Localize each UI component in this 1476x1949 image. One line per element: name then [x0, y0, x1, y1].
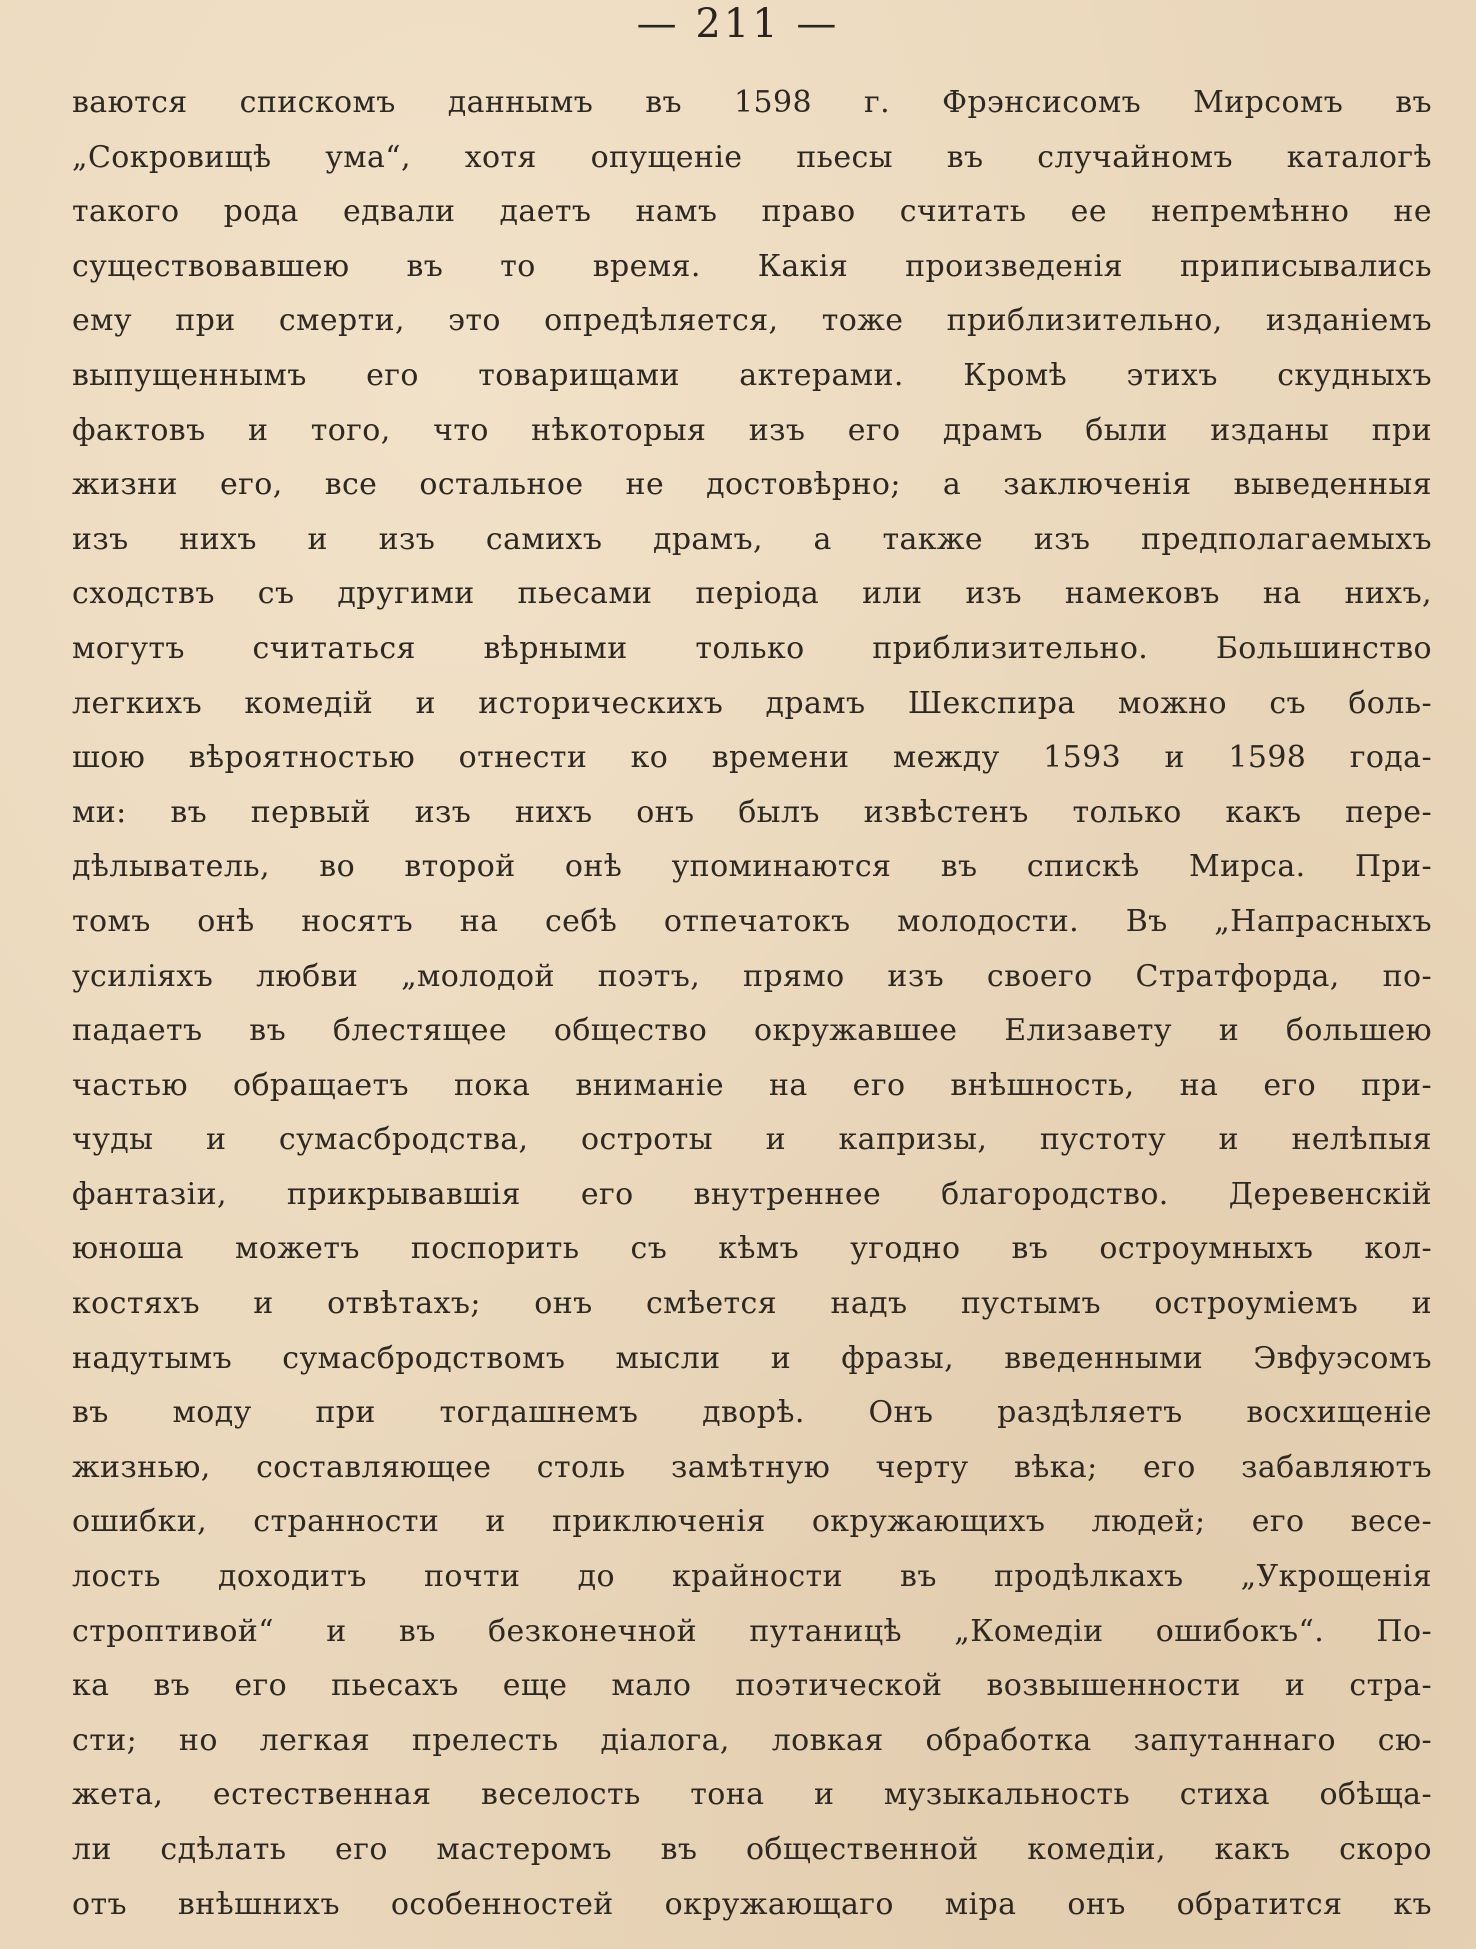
text-line: фантазіи, прикрывавшія его внутреннее благородство. Деревенскій — [72, 1176, 1432, 1212]
text-line: сти; но легкая прелесть діалога, ловкая обработка запутаннаго сю- — [72, 1722, 1432, 1758]
text-line: ли сдѣлать его мастеромъ въ общественной комедіи, какъ скоро — [72, 1832, 1432, 1867]
text-line: ваются спискомъ даннымъ въ 1598 г. Фрэнсисомъ Мирсомъ въ — [72, 85, 1432, 120]
text-line: надутымъ сумасбродствомъ мысли и фразы, введенными Эвфуэсомъ — [72, 1340, 1432, 1376]
text-line: костяхъ и отвѣтахъ; онъ смѣется надъ пустымъ остроуміемъ и — [72, 1286, 1432, 1322]
text-line: существовавшею въ то время. Какія произведенія приписывались — [72, 248, 1432, 284]
text-line: томъ онѣ носятъ на себѣ отпечатокъ молодости. Въ „Напрасныхъ — [72, 903, 1432, 939]
text-line: усиліяхъ любви „молодой поэтъ, прямо изъ своего Стратфорда, по- — [72, 958, 1432, 994]
text-line: ошибки, странности и приключенія окружающихъ людей; его весе- — [72, 1504, 1432, 1540]
text-line: въ моду при тогдашнемъ дворѣ. Онъ раздѣляетъ восхищеніе — [72, 1395, 1432, 1431]
text-line: такого рода едвали даетъ намъ право считать ее непремѣнно не — [72, 194, 1432, 230]
text-line: легкихъ комедій и историческихъ драмъ Шекспира можно съ боль- — [72, 685, 1432, 721]
text-line: сходствъ съ другими пьесами періода или изъ намековъ на нихъ, — [72, 576, 1432, 612]
text-line: дѣлыватель, во второй онѣ упоминаются въ спискѣ Мирса. При- — [72, 849, 1432, 885]
text-line: шою вѣроятностью отнести ко времени между 1593 и 1598 года- — [72, 740, 1432, 776]
text-line: ми: въ первый изъ нихъ онъ былъ извѣстенъ только какъ пере- — [72, 794, 1432, 830]
text-line: ка въ его пьесахъ еще мало поэтической возвышенности и стра- — [72, 1668, 1432, 1704]
body-text — [72, 76, 1432, 1932]
text-line: падаетъ въ блестящее общество окружавшее Елизавету и большею — [72, 1013, 1432, 1049]
text-line: выпущеннымъ его товарищами актерами. Кромѣ этихъ скудныхъ — [72, 357, 1432, 393]
text-line: частью обращаетъ пока вниманіе на его внѣшность, на его при- — [72, 1067, 1432, 1103]
text-line: жизнью, составляющее столь замѣтную черту вѣка; его забавляютъ — [72, 1449, 1432, 1485]
text-line: юноша можетъ поспорить съ кѣмъ угодно въ остроумныхъ кол- — [72, 1231, 1432, 1267]
text-line: жета, естественная веселость тона и музыкальность стиха обѣща- — [72, 1777, 1432, 1813]
text-line: могутъ считаться вѣрными только приблизительно. Большинство — [72, 630, 1432, 666]
text-line: ему при смерти, это опредѣляется, тоже приблизительно, изданіемъ — [72, 303, 1432, 339]
text-line: „Сокровищѣ ума“, хотя опущеніе пьесы въ случайномъ каталогѣ — [72, 139, 1432, 175]
text-line: лость доходитъ почти до крайности въ продѣлкахъ „Укрощенія — [72, 1559, 1432, 1595]
text-line: строптивой“ и въ безконечной путаницѣ „Комедіи ошибокъ“. По- — [72, 1613, 1432, 1649]
text-line: отъ внѣшнихъ особенностей окружающаго міра онъ обратится къ — [72, 1886, 1432, 1922]
text-line: изъ нихъ и изъ самихъ драмъ, а также изъ предполагаемыхъ — [72, 521, 1432, 557]
text-line: жизни его, все остальное не достовѣрно; а заключенія выведенныя — [72, 467, 1432, 503]
page-number: — 211 — — [636, 1, 840, 47]
text-line: фактовъ и того, что нѣкоторыя изъ его драмъ были изданы при — [72, 412, 1432, 448]
text-line: чуды и сумасбродства, остроты и капризы, пустоту и нелѣпыя — [72, 1122, 1432, 1158]
